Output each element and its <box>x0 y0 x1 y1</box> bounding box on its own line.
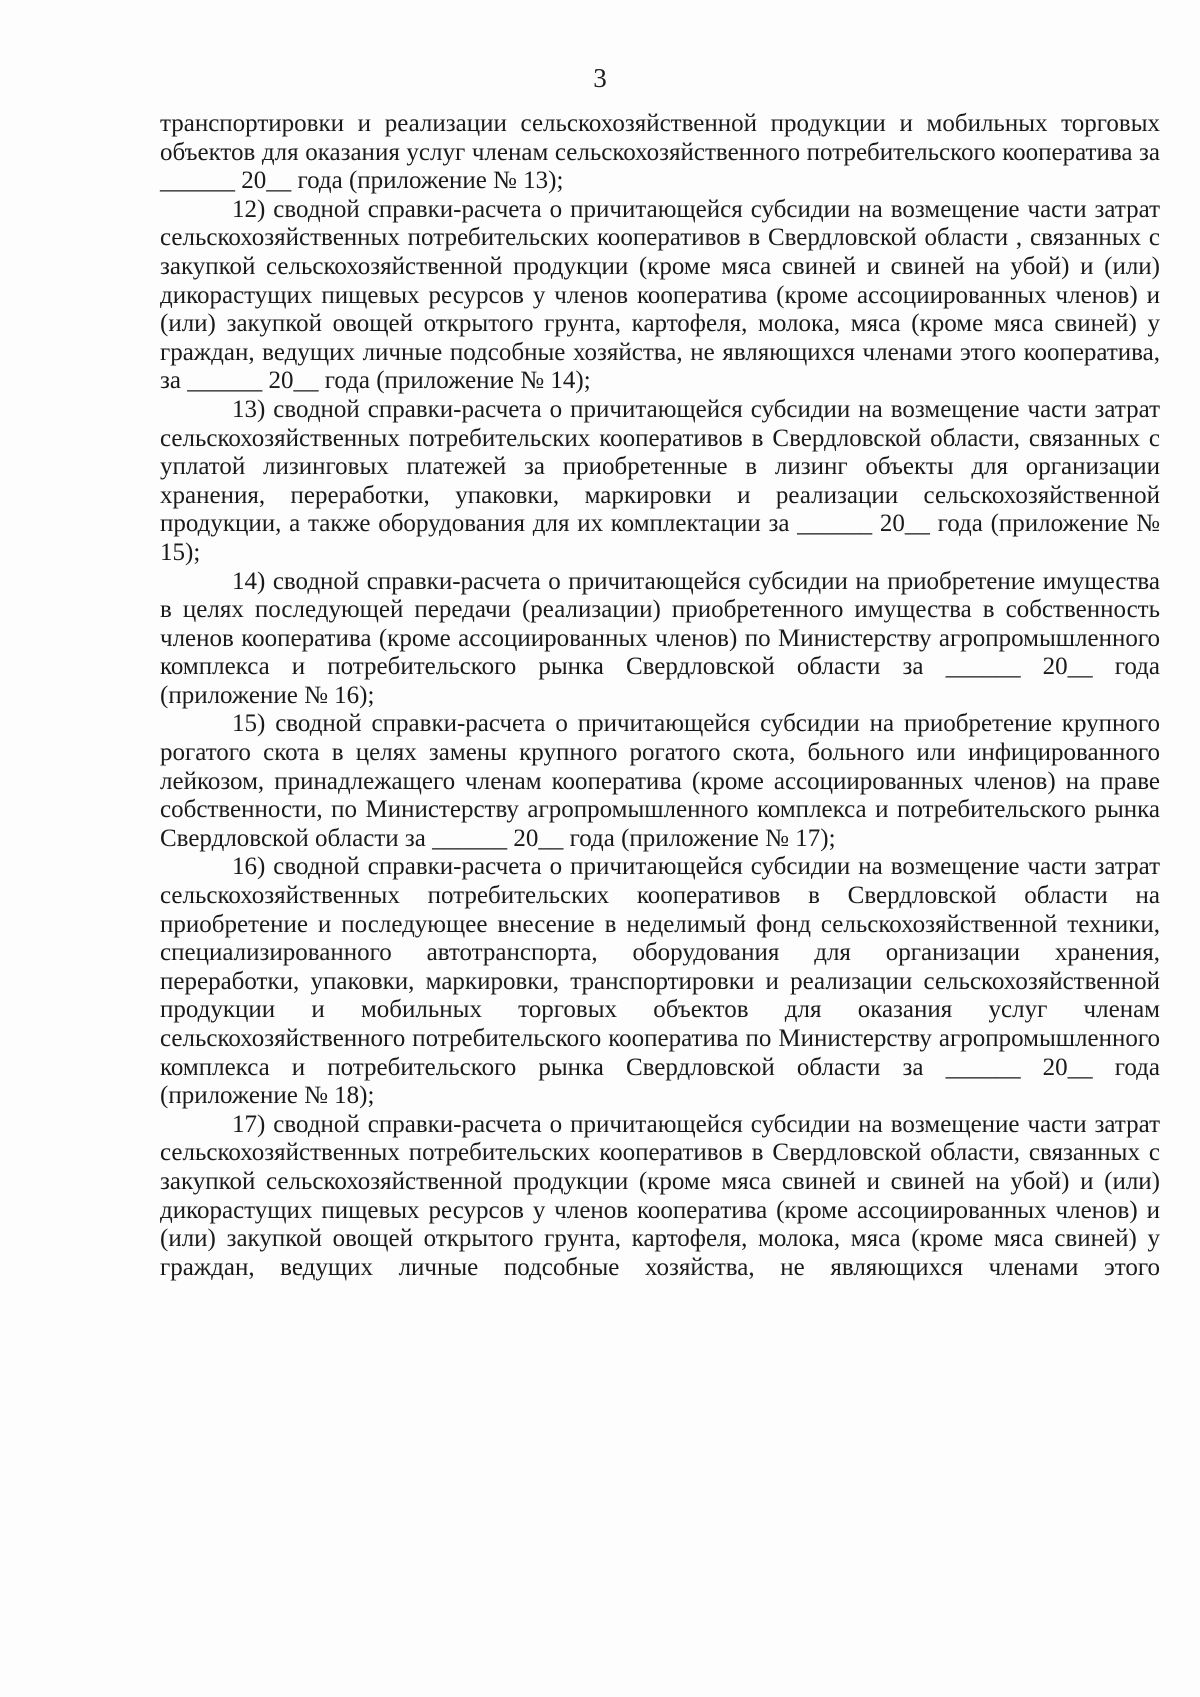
list-item-15: 15) сводной справки-расчета о причитающейся субсидии на приобретение крупного рогатого скота в целях замены крупного рогатого скота, больного или инфицированного лейкозом, принадлежащего членам кооператива (кроме ассоциированных членов) на праве собственности, по Министерству агропромышленного комплекса и потребительского рынка Свердловской области за ______ 20__ года (приложение № 17); <box>160 710 1160 852</box>
page-number: 3 <box>593 63 607 93</box>
list-item-13: 13) сводной справки-расчета о причитающейся субсидии на возмещение части затрат сельскохозяйственных потребительских кооперативов в Свердловской области, связанных с уплатой лизинговых платежей за приобретенные в лизинг объекты для организации хранения, переработки, упаковки, маркировки и реализации сельскохозяйственной продукции, а также оборудования для их комплектации за ______ 20__ года (приложение № 15); <box>160 395 1160 566</box>
paragraph-continuation: транспортировки и реализации сельскохозяйственной продукции и мобильных торговых объектов для оказания услуг членам сельскохозяйственного потребительского кооператива за ______ 20__ года (приложение № 13); <box>160 110 1160 195</box>
list-item-14: 14) сводной справки-расчета о причитающейся субсидии на приобретение имущества в целях последующей передачи (реализации) приобретенного имущества в собственность членов кооператива (кроме ассоциированных членов) по Министерству агропромышленного комплекса и потребительского рынка Свердловской области за ______ 20__ года (приложение № 16); <box>160 567 1160 709</box>
document-body <box>160 110 1160 1282</box>
list-item-12: 12) сводной справки-расчета о причитающейся субсидии на возмещение части затрат сельскохозяйственных потребительских кооперативов в Свердловской области , связанных с закупкой сельскохозяйственной продукции (кроме мяса свиней и свиней на убой) и (или) дикорастущих пищевых ресурсов у членов кооператива (кроме ассоциированных членов) и (или) закупкой овощей открытого грунта, картофеля, молока, мяса (кроме мяса свиней) у граждан, ведущих личные подсобные хозяйства, не являющихся членами этого кооператива, за ______ 20__ года (приложение № 14); <box>160 195 1160 395</box>
list-item-16: 16) сводной справки-расчета о причитающейся субсидии на возмещение части затрат сельскохозяйственных потребительских кооперативов в Свердловской области на приобретение и последующее внесение в неделимый фонд сельскохозяйственной техники, специализированного автотранспорта, оборудования для организации хранения, переработки, упаковки, маркировки, транспортировки и реализации сельскохозяйственной продукции и мобильных торговых объектов для оказания услуг членам сельскохозяйственного потребительского кооператива по Министерству агропромышленного комплекса и потребительского рынка Свердловской области за ______ 20__ года (приложение № 18); <box>160 853 1160 1110</box>
list-item-17: 17) сводной справки-расчета о причитающейся субсидии на возмещение части затрат сельскохозяйственных потребительских кооперативов в Свердловской области, связанных с закупкой сельскохозяйственной продукции (кроме мяса свиней и свиней на убой) и (или) дикорастущих пищевых ресурсов у членов кооператива (кроме ассоциированных членов) и (или) закупкой овощей открытого грунта, картофеля, молока, мяса (кроме мяса свиней) у граждан, ведущих личные подсобные хозяйства, не являющихся членами этого <box>160 1110 1160 1281</box>
